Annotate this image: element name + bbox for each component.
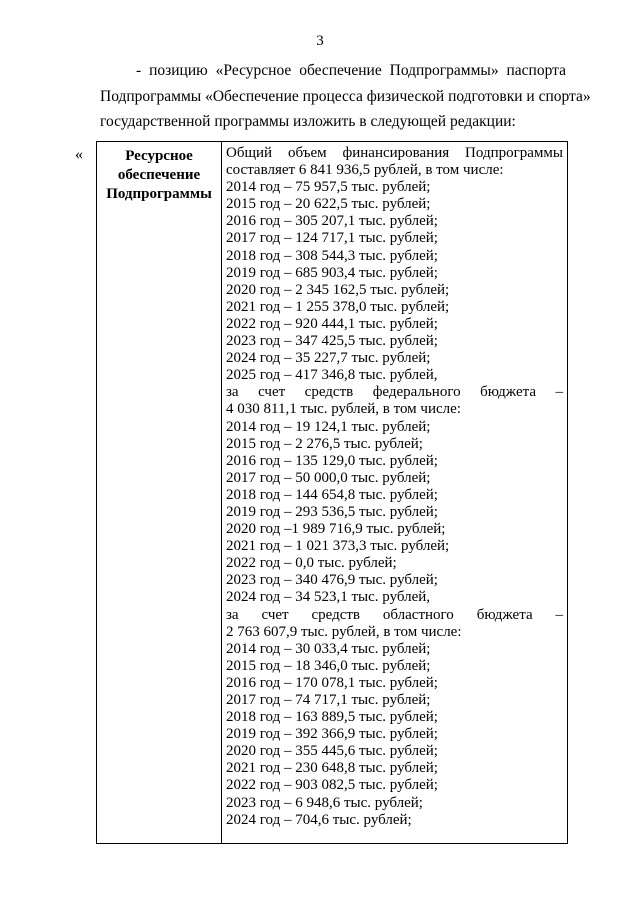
funding-line: 2016 год – 170 078,1 тыс. рублей; xyxy=(226,674,438,691)
opening-quote-mark: « xyxy=(75,146,83,163)
funding-line: 2017 год – 50 000,0 тыс. рублей; xyxy=(226,469,431,486)
funding-line: 2022 год – 0,0 тыс. рублей; xyxy=(226,555,397,572)
funding-line: 2015 год – 2 276,5 тыс. рублей; xyxy=(226,435,423,452)
resource-label-cell: Ресурсное обеспечение Подпрограммы xyxy=(97,142,222,844)
funding-line: 2024 год – 704,6 тыс. рублей; xyxy=(226,811,412,828)
funding-line: 2024 год – 34 523,1 тыс. рублей, xyxy=(226,589,431,606)
intro-line: Подпрограммы «Обеспечение процесса физической подготовки и спорта» xyxy=(100,87,591,105)
funding-line: 2014 год – 75 957,5 тыс. рублей; xyxy=(226,179,431,196)
funding-line: 2022 год – 903 082,5 тыс. рублей; xyxy=(226,777,438,794)
funding-line: 2014 год – 30 033,4 тыс. рублей; xyxy=(226,640,431,657)
funding-line: 2023 год – 347 425,5 тыс. рублей; xyxy=(226,333,438,350)
funding-line: 4 030 811,1 тыс. рублей, в том числе: xyxy=(226,401,461,418)
funding-line: 2015 год – 18 346,0 тыс. рублей; xyxy=(226,657,431,674)
funding-line: 2023 год – 340 476,9 тыс. рублей; xyxy=(226,572,438,589)
page-number: 3 xyxy=(316,33,324,49)
funding-line: 2019 год – 685 903,4 тыс. рублей; xyxy=(226,264,438,281)
funding-line: 2018 год – 163 889,5 тыс. рублей; xyxy=(226,709,438,726)
intro-line: государственной программы изложить в следующей редакции: xyxy=(100,113,516,130)
funding-line: 2015 год – 20 622,5 тыс. рублей; xyxy=(226,196,431,213)
funding-line: 2016 год – 135 129,0 тыс. рублей; xyxy=(226,452,438,469)
intro-paragraph xyxy=(100,58,591,135)
funding-line: 2014 год – 19 124,1 тыс. рублей; xyxy=(226,418,431,435)
funding-line: 2022 год – 920 444,1 тыс. рублей; xyxy=(226,315,438,332)
funding-line: 2018 год – 144 654,8 тыс. рублей; xyxy=(226,486,438,503)
funding-line: 2 763 607,9 тыс. рублей, в том числе: xyxy=(226,623,462,640)
funding-line: Общий объем финансирования Подпрограммы xyxy=(226,145,563,161)
table-row xyxy=(97,142,568,844)
funding-line: 2017 год – 124 717,1 тыс. рублей; xyxy=(226,230,438,247)
funding-line: 2021 год – 1 255 378,0 тыс. рублей; xyxy=(226,298,450,315)
funding-line: за счет средств областного бюджета – xyxy=(226,606,563,623)
funding-line: 2021 год – 230 648,8 тыс. рублей; xyxy=(226,760,438,777)
funding-line: 2020 год – 355 445,6 тыс. рублей; xyxy=(226,743,438,760)
resource-content-cell xyxy=(222,142,568,844)
resource-table xyxy=(96,141,568,844)
funding-line: 2021 год – 1 021 373,3 тыс. рублей; xyxy=(226,538,450,555)
funding-line: 2016 год – 305 207,1 тыс. рублей; xyxy=(226,213,438,230)
funding-lines xyxy=(226,145,563,829)
funding-line: 2020 год –1 989 716,9 тыс. рублей; xyxy=(226,521,446,538)
funding-line: за счет средств федерального бюджета – xyxy=(226,384,563,401)
funding-line: 2018 год – 308 544,3 тыс. рублей; xyxy=(226,247,438,264)
funding-line: 2020 год – 2 345 162,5 тыс. рублей; xyxy=(226,281,450,298)
funding-line: 2023 год – 6 948,6 тыс. рублей; xyxy=(226,794,423,811)
funding-line: 2017 год – 74 717,1 тыс. рублей; xyxy=(226,692,431,708)
funding-line: 2024 год – 35 227,7 тыс. рублей; xyxy=(226,350,431,367)
funding-line: 2025 год – 417 346,8 тыс. рублей, xyxy=(226,367,438,384)
funding-line: 2019 год – 293 536,5 тыс. рублей; xyxy=(226,503,438,520)
funding-line: 2019 год – 392 366,9 тыс. рублей; xyxy=(226,726,438,743)
funding-line: составляет 6 841 936,5 рублей, в том числе: xyxy=(226,162,504,179)
intro-line: - позицию «Ресурсное обеспечение Подпрограммы» паспорта xyxy=(136,62,566,79)
